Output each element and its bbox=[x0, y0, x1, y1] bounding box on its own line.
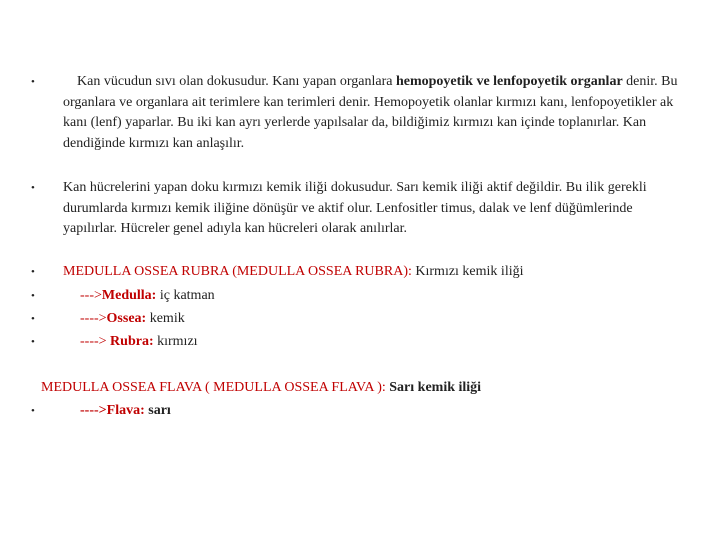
meaning: kırmızı bbox=[153, 334, 198, 349]
item-text bbox=[80, 286, 700, 307]
rubra-heading-text bbox=[63, 262, 683, 283]
latin-term: MEDULLA OSSEA RUBRA (MEDULLA OSSEA RUBRA): bbox=[63, 264, 416, 279]
arrow: ----> bbox=[80, 311, 107, 326]
item-text bbox=[80, 401, 700, 422]
bullet: • bbox=[31, 313, 35, 325]
meaning: Sarı kemik iliği bbox=[389, 380, 482, 395]
meaning: iç katman bbox=[156, 288, 215, 303]
bullet: • bbox=[31, 405, 35, 417]
bullet: • bbox=[31, 290, 35, 302]
meaning: sarı bbox=[144, 403, 171, 418]
term: Rubra: bbox=[110, 334, 154, 349]
arrow: ---> bbox=[80, 288, 102, 303]
flava-heading-text bbox=[41, 378, 701, 399]
meaning: Kırmızı kemik iliği bbox=[415, 264, 524, 279]
item-text bbox=[80, 309, 700, 330]
bullet: • bbox=[31, 336, 35, 348]
bold-term: hemopoyetik ve lenfopoyetik organlar bbox=[395, 74, 623, 89]
text-part: Kan vücudun sıvı olan dokusudur. Kanı yapan organlara bbox=[77, 74, 396, 89]
latin-term: MEDULLA OSSEA FLAVA ( MEDULLA OSSEA FLAVA ): bbox=[41, 380, 390, 395]
term: Medulla: bbox=[101, 288, 157, 303]
item-text bbox=[80, 332, 700, 353]
arrow: ----> bbox=[80, 334, 111, 349]
meaning: kemik bbox=[146, 311, 185, 326]
paragraph-text: Kan hücrelerini yapan doku kırmızı kemik iliği dokusudur. Sarı kemik iliği aktif değildir. Bu ilik gerekli durumlarda kırmızı kemik iliğine dönüşür ve aktif olur. Lenfositler timus, dalak ve lenf düğümlerinde yapılırlar. Hücreler genel adıyla kan hücreleri olarak anılırlar. bbox=[63, 180, 647, 236]
term: Flava: bbox=[106, 403, 145, 418]
text-part: denir. Bu organlara ve organlara ait terimlere kan terimleri denir. Hemopoyetik olanlar kırmızı kanı, lenfopoyetikler ak kanı (lenf) yaparlar. Bu iki kan ayrı yerlerde yapılsalar da, bildiğimiz kırmızı kan içinde toplanırlar. Kan dendiğinde kırmızı kan anlaşılır. bbox=[63, 74, 678, 151]
bullet: • bbox=[31, 182, 35, 194]
bullet: • bbox=[31, 266, 35, 278]
bullet: • bbox=[31, 76, 35, 88]
paragraph-text bbox=[63, 72, 683, 154]
term: Ossea: bbox=[106, 311, 147, 326]
arrow: ----> bbox=[80, 403, 107, 418]
